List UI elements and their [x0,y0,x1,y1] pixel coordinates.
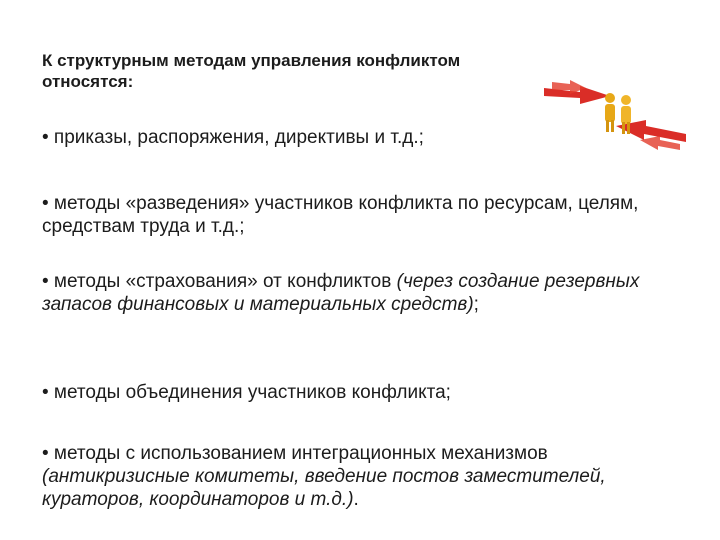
list-item [42,192,682,238]
list-item-italic-note: (через создание резервных запасов финансовых и материальных средств) [42,271,640,315]
list-item-text: • приказы, распоряжения, директивы и т.д.; [42,127,424,148]
list-item [42,270,682,316]
list-item [42,126,424,149]
slide-heading [42,50,562,92]
list-item-text: • методы «страхования» от конфликтов [42,271,397,292]
list-item-tail: . [353,489,359,510]
list-item [42,381,451,404]
conflict-arrows-illustration-icon [540,74,690,154]
list-item-text: • методы «разведения» участников конфликта по ресурсам, целям, средствам труда и т.д.; [42,193,639,237]
list-item-tail: ; [473,294,479,315]
heading-line-1: К структурным методам управления конфликтом [42,51,461,70]
list-item-text: • методы с использованием интеграционных механизмов [42,443,548,464]
heading-line-2: относятся: [42,72,134,91]
list-item-italic-note: (антикризисные комитеты, введение постов заместителей, кураторов, координаторов и т.д.) [42,466,606,510]
list-item-text: • методы объединения участников конфликта; [42,382,451,403]
list-item [42,442,682,511]
